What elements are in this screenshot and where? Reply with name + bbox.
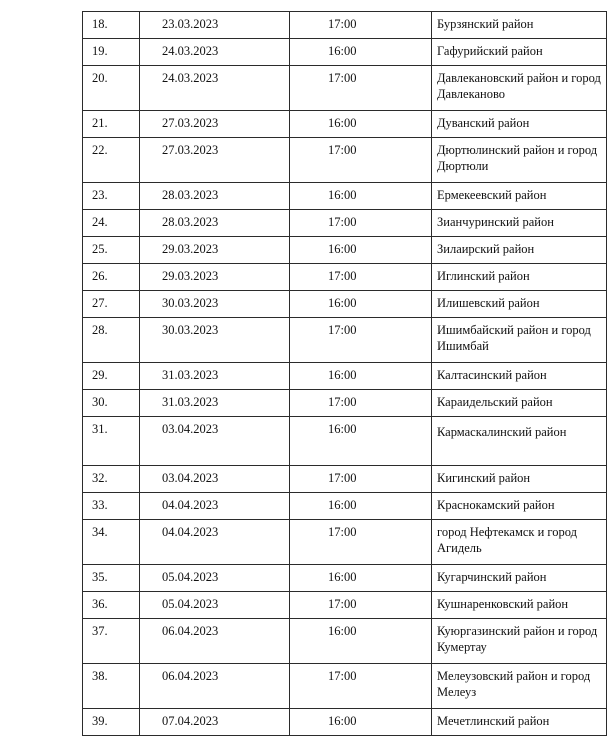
row-place: Кигинский район <box>432 466 607 493</box>
row-date: 24.03.2023 <box>140 66 290 111</box>
row-date: 31.03.2023 <box>140 363 290 390</box>
row-place: Мелеузовский район и город Мелеуз <box>432 664 607 709</box>
table-row <box>83 619 607 664</box>
row-time: 17:00 <box>290 520 432 565</box>
row-place: Кармаскалинский район <box>432 417 607 466</box>
row-place: Илишевский район <box>432 291 607 318</box>
row-place: город Нефтекамск и город Агидель <box>432 520 607 565</box>
row-date: 31.03.2023 <box>140 390 290 417</box>
row-time: 17:00 <box>290 66 432 111</box>
row-date: 03.04.2023 <box>140 417 290 466</box>
row-time: 17:00 <box>290 210 432 237</box>
table-row <box>83 417 607 466</box>
table-row <box>83 66 607 111</box>
row-date: 05.04.2023 <box>140 565 290 592</box>
row-number: 33. <box>83 493 140 520</box>
table-row <box>83 291 607 318</box>
row-time: 17:00 <box>290 12 432 39</box>
row-place: Кугарчинский район <box>432 565 607 592</box>
row-number: 24. <box>83 210 140 237</box>
row-number: 19. <box>83 39 140 66</box>
row-number: 18. <box>83 12 140 39</box>
row-date: 23.03.2023 <box>140 12 290 39</box>
row-place: Гафурийский район <box>432 39 607 66</box>
table-row <box>83 709 607 736</box>
row-date: 30.03.2023 <box>140 291 290 318</box>
row-date: 30.03.2023 <box>140 318 290 363</box>
row-date: 27.03.2023 <box>140 111 290 138</box>
row-time: 17:00 <box>290 390 432 417</box>
row-place: Зианчуринский район <box>432 210 607 237</box>
row-place: Дуванский район <box>432 111 607 138</box>
table-row <box>83 363 607 390</box>
row-date: 28.03.2023 <box>140 183 290 210</box>
table-row <box>83 493 607 520</box>
row-time: 17:00 <box>290 138 432 183</box>
table-row <box>83 183 607 210</box>
row-place: Мечетлинский район <box>432 709 607 736</box>
row-number: 20. <box>83 66 140 111</box>
row-date: 06.04.2023 <box>140 619 290 664</box>
row-date: 03.04.2023 <box>140 466 290 493</box>
row-time: 16:00 <box>290 291 432 318</box>
table-row <box>83 12 607 39</box>
row-number: 36. <box>83 592 140 619</box>
row-time: 17:00 <box>290 466 432 493</box>
row-time: 16:00 <box>290 619 432 664</box>
row-place: Зилаирский район <box>432 237 607 264</box>
row-place: Кушнаренковский район <box>432 592 607 619</box>
row-number: 22. <box>83 138 140 183</box>
row-number: 38. <box>83 664 140 709</box>
table-row <box>83 520 607 565</box>
table-row <box>83 237 607 264</box>
row-date: 04.04.2023 <box>140 493 290 520</box>
row-time: 16:00 <box>290 39 432 66</box>
row-time: 17:00 <box>290 318 432 363</box>
row-number: 29. <box>83 363 140 390</box>
table-row <box>83 592 607 619</box>
row-place: Иглинский район <box>432 264 607 291</box>
row-date: 27.03.2023 <box>140 138 290 183</box>
table-row <box>83 565 607 592</box>
row-number: 32. <box>83 466 140 493</box>
table-row <box>83 318 607 363</box>
row-place: Караидельский район <box>432 390 607 417</box>
table-row <box>83 466 607 493</box>
row-place: Ишимбайский район и город Ишимбай <box>432 318 607 363</box>
schedule-table <box>82 11 607 736</box>
row-time: 16:00 <box>290 111 432 138</box>
row-date: 29.03.2023 <box>140 237 290 264</box>
table-row <box>83 39 607 66</box>
row-time: 17:00 <box>290 592 432 619</box>
row-number: 31. <box>83 417 140 466</box>
table-row <box>83 390 607 417</box>
row-number: 21. <box>83 111 140 138</box>
row-place: Калтасинский район <box>432 363 607 390</box>
row-time: 17:00 <box>290 264 432 291</box>
row-date: 04.04.2023 <box>140 520 290 565</box>
row-place: Краснокамский район <box>432 493 607 520</box>
schedule-table-body <box>83 12 607 736</box>
row-number: 25. <box>83 237 140 264</box>
row-place: Куюргазинский район и город Кумертау <box>432 619 607 664</box>
row-place: Ермекеевский район <box>432 183 607 210</box>
row-time: 16:00 <box>290 493 432 520</box>
row-number: 39. <box>83 709 140 736</box>
row-date: 07.04.2023 <box>140 709 290 736</box>
row-time: 16:00 <box>290 709 432 736</box>
row-number: 37. <box>83 619 140 664</box>
row-number: 34. <box>83 520 140 565</box>
row-time: 16:00 <box>290 565 432 592</box>
row-date: 06.04.2023 <box>140 664 290 709</box>
table-row <box>83 111 607 138</box>
row-place: Дюртюлинский район и город Дюртюли <box>432 138 607 183</box>
row-number: 26. <box>83 264 140 291</box>
row-time: 16:00 <box>290 363 432 390</box>
table-row <box>83 664 607 709</box>
row-number: 30. <box>83 390 140 417</box>
row-place: Бурзянский район <box>432 12 607 39</box>
row-number: 27. <box>83 291 140 318</box>
table-row <box>83 210 607 237</box>
row-date: 28.03.2023 <box>140 210 290 237</box>
table-row <box>83 264 607 291</box>
row-date: 05.04.2023 <box>140 592 290 619</box>
row-time: 17:00 <box>290 664 432 709</box>
row-date: 24.03.2023 <box>140 39 290 66</box>
row-time: 16:00 <box>290 183 432 210</box>
table-row <box>83 138 607 183</box>
row-place: Давлекановский район и город Давлеканово <box>432 66 607 111</box>
row-time: 16:00 <box>290 237 432 264</box>
row-time: 16:00 <box>290 417 432 466</box>
row-number: 35. <box>83 565 140 592</box>
row-date: 29.03.2023 <box>140 264 290 291</box>
row-number: 28. <box>83 318 140 363</box>
row-number: 23. <box>83 183 140 210</box>
